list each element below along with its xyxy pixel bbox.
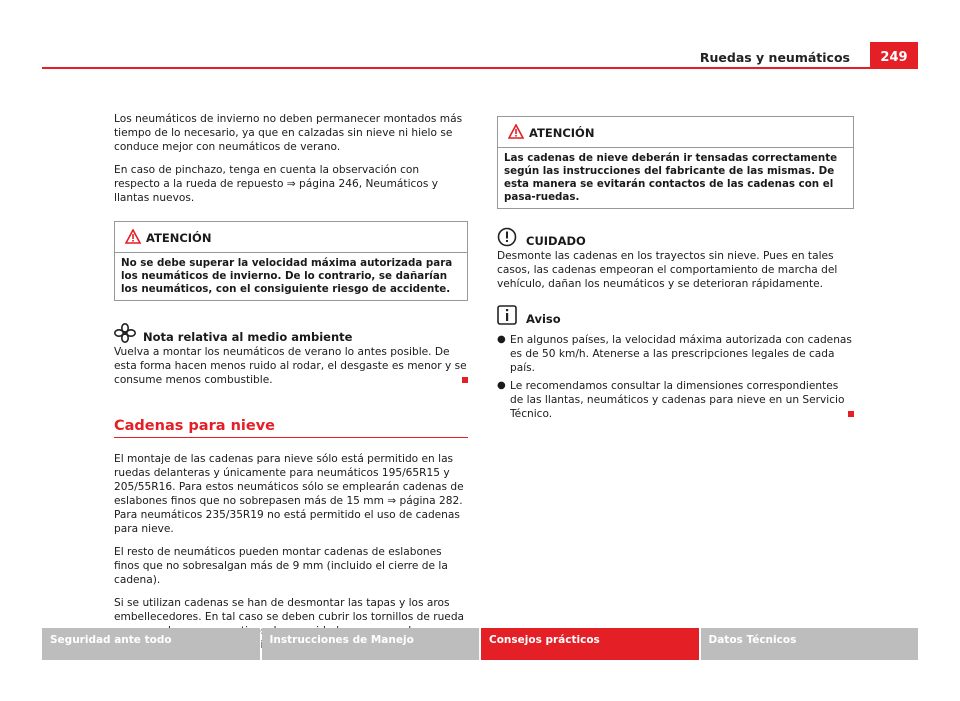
list-item-text: En algunos países, la velocidad máxima autorizada con cadenas es de 50 km/h. Atenerse a las prescripciones legales de cada país. [510, 334, 852, 374]
header-rule [42, 67, 918, 69]
caution-exclamation-icon [497, 227, 517, 247]
page-number: 249 [870, 42, 918, 68]
paragraph: Los neumáticos de invierno no deben permanecer montados más tiempo de lo necesario, ya que en calzadas sin nieve ni hielo se conduce mejor con neumáticos de verano. [114, 113, 463, 153]
warning-text: Las cadenas de nieve deberán ir tensadas correctamente según las instrucciones del fabricante de las mismas. De esta manera se evitarán contactos de las cadenas con el pasa-ruedas. [504, 152, 838, 203]
end-marker [848, 411, 854, 417]
environment-note-text [114, 345, 468, 387]
paragraph: El resto de neumáticos pueden montar cadenas de eslabones finos que no sobresalgan más de 9 mm (incluido el cierre de la cadena). [114, 546, 448, 586]
list-item-text [510, 379, 854, 421]
environment-note-header [114, 323, 468, 345]
footer-tab-seguridad[interactable]: Seguridad ante todo [42, 628, 260, 660]
warning-title: ATENCIÓN [146, 231, 212, 245]
bullet-icon: ● [497, 380, 506, 391]
footer-tab-consejos[interactable]: Consejos prácticos [481, 628, 699, 660]
paragraph: En caso de pinchazo, tenga en cuenta la observación con respecto a la rueda de repuesto ⇒ página 246, Neumáticos y llantas nuevos. [114, 164, 438, 204]
warning-box [114, 221, 468, 301]
caution-title: CUIDADO [526, 234, 586, 248]
warning-triangle-icon [125, 229, 141, 244]
notice-title: Aviso [526, 312, 561, 326]
list-item [497, 379, 854, 421]
warning-header [115, 222, 467, 253]
environment-note-title: Nota relativa al medio ambiente [143, 330, 353, 344]
section-body [114, 452, 468, 652]
notice-header [497, 305, 854, 327]
warning-triangle-icon [508, 124, 524, 139]
flower-icon [114, 323, 136, 343]
environment-note-body: Vuelva a montar los neumáticos de verano lo antes posible. De esta forma hacen menos ruido al rodar, el desgaste es menor y se consume menos combustible. [114, 346, 467, 386]
footer-tab-instrucciones[interactable]: Instrucciones de Manejo [262, 628, 480, 660]
caution-header [497, 227, 854, 249]
left-column [114, 112, 468, 661]
bullet-icon: ● [497, 334, 506, 345]
section-heading: Cadenas para nieve [114, 419, 468, 438]
right-column [497, 116, 854, 425]
list-item-body: Le recomendamos consultar la dimensiones correspondientes de las llantas, neumáticos y cadenas para nieve en un Servicio Técnico. [510, 380, 845, 420]
warning-box [497, 116, 854, 209]
warning-text: No se debe superar la velocidad máxima autorizada para los neumáticos de invierno. De lo contrario, se dañarían los neumáticos, con el consiguiente riesgo de accidente. [121, 257, 453, 295]
info-icon [497, 305, 517, 325]
list-item [497, 333, 854, 375]
paragraph: El montaje de las cadenas para nieve sólo está permitido en las ruedas delanteras y únicamente para neumáticos 195/65R15 y 205/55R16. Para estos neumáticos sólo se emplearán cadenas de eslabones finos que no sobrepasen más de 15 mm ⇒ página 282. Para neumáticos 235/35R19 no está permitido el uso de cadenas para nieve. [114, 453, 464, 535]
running-header: Ruedas y neumáticos [699, 50, 850, 65]
footer-tab-datos[interactable]: Datos Técnicos [701, 628, 919, 660]
caution-text: Desmonte las cadenas en los trayectos sin nieve. Pues en tales casos, las cadenas empeoran el comportamiento de marcha del vehículo, dañan los neumáticos y se deterioran rápidamente. [497, 250, 838, 290]
notice-list [497, 333, 854, 421]
end-marker [462, 377, 468, 383]
warning-title: ATENCIÓN [529, 126, 595, 140]
paragraph: Si se utilizan cadenas se han de desmontar las tapas y los aros embellecedores. En tal caso se deben cubrir los tornillos de rueda [114, 597, 465, 623]
warning-header [498, 117, 853, 148]
footer-nav [42, 628, 918, 660]
